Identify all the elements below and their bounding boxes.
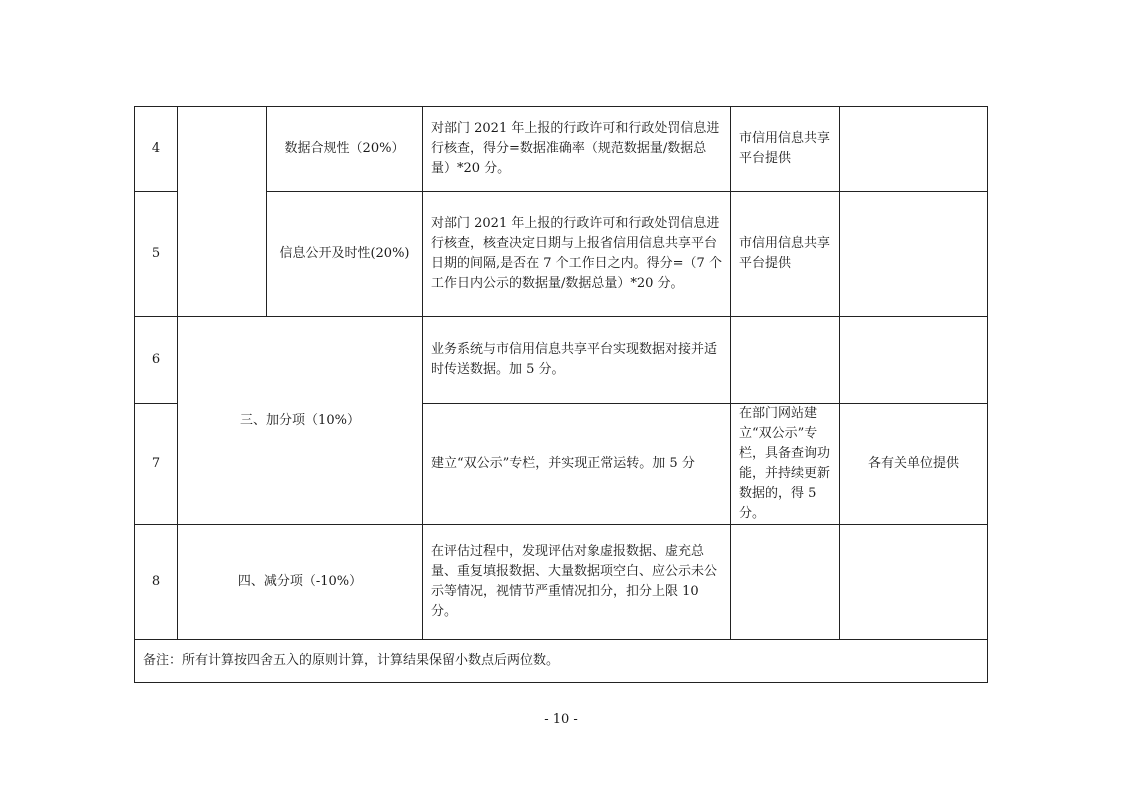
row-number: 8 — [135, 525, 178, 640]
extra-cell — [840, 317, 988, 404]
category-cell-empty — [178, 107, 267, 317]
item-cell: 信息公开及时性(20%) — [267, 192, 423, 317]
table-row — [135, 525, 988, 640]
table-row — [135, 317, 988, 404]
content-cell: 在评估过程中，发现评估对象虚报数据、虚充总量、重复填报数据、大量数据项空白、应公示未公示等情况，视情节严重情况扣分，扣分上限 10 分。 — [423, 525, 731, 640]
page-number: - 10 - — [544, 712, 578, 727]
source-cell — [731, 525, 840, 640]
note-row — [135, 640, 988, 683]
source-cell — [731, 317, 840, 404]
content-cell: 建立“双公示”专栏，并实现正常运转。加 5 分 — [423, 404, 731, 525]
category-cell: 四、减分项（-10%） — [178, 525, 423, 640]
extra-cell: 各有关单位提供 — [840, 404, 988, 525]
extra-cell — [840, 107, 988, 192]
note-cell: 备注：所有计算按四舍五入的原则计算，计算结果保留小数点后两位数。 — [135, 640, 988, 683]
table-row — [135, 107, 988, 192]
extra-cell — [840, 525, 988, 640]
row-number: 7 — [135, 404, 178, 525]
content-cell: 对部门 2021 年上报的行政许可和行政处罚信息进行核查，核查决定日期与上报省信用信息共享平台日期的间隔,是否在 7 个工作日之内。得分=（7 个工作日内公示的数据量/数据总量）*20 分。 — [423, 192, 731, 317]
category-cell: 三、加分项（10%） — [178, 317, 423, 525]
content-cell: 业务系统与市信用信息共享平台实现数据对接并适时传送数据。加 5 分。 — [423, 317, 731, 404]
item-cell: 数据合规性（20%） — [267, 107, 423, 192]
evaluation-table — [134, 106, 988, 683]
row-number: 6 — [135, 317, 178, 404]
row-number: 4 — [135, 107, 178, 192]
source-cell: 市信用信息共享平台提供 — [731, 107, 840, 192]
source-cell: 在部门网站建立“双公示”专栏，具备查询功能，并持续更新数据的，得 5 分。 — [731, 404, 840, 525]
content-cell: 对部门 2021 年上报的行政许可和行政处罚信息进行核查，得分=数据准确率（规范数据量/数据总量）*20 分。 — [423, 107, 731, 192]
row-number: 5 — [135, 192, 178, 317]
extra-cell — [840, 192, 988, 317]
source-cell: 市信用信息共享平台提供 — [731, 192, 840, 317]
